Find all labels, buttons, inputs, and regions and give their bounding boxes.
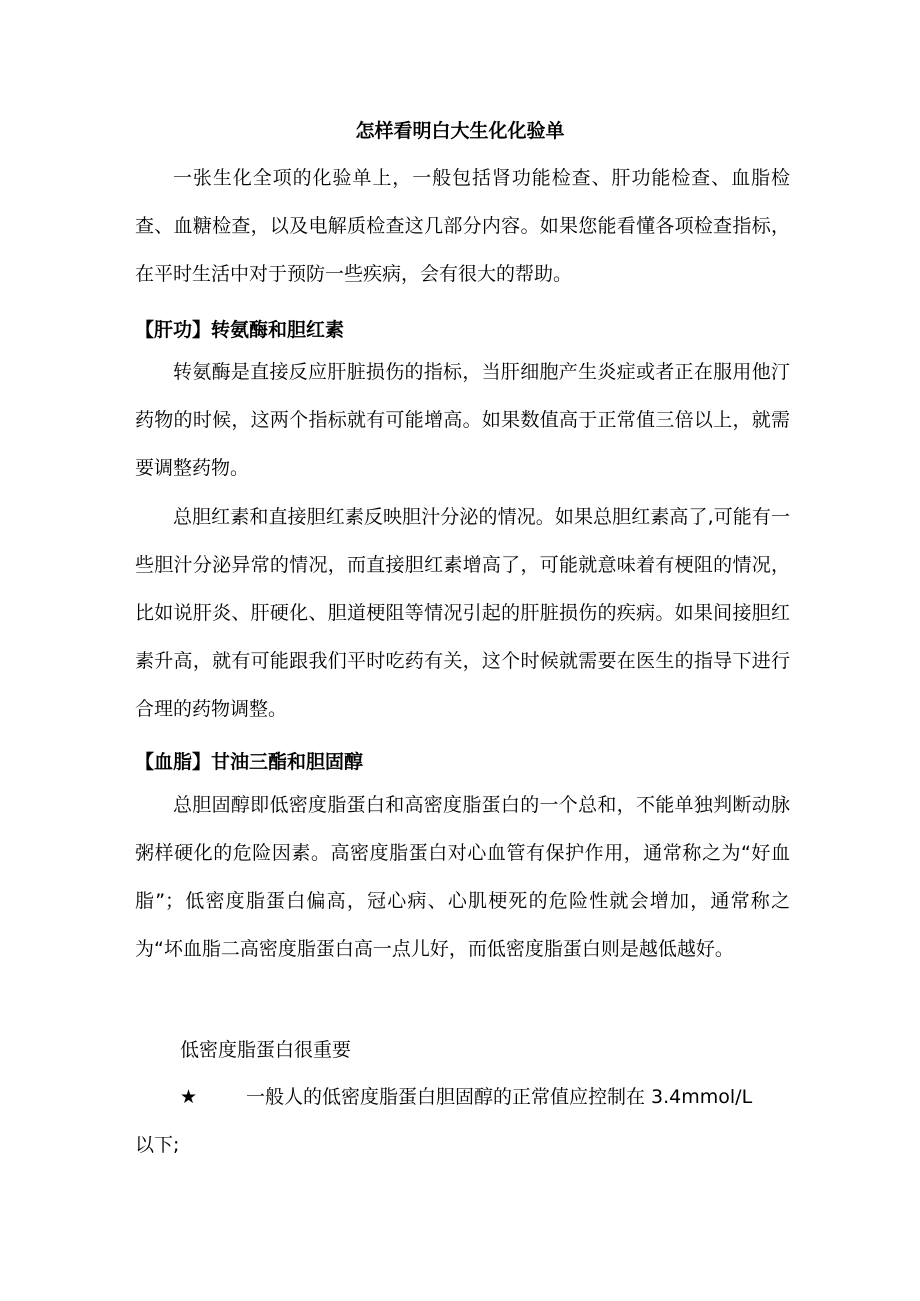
ldl-subheading: 低密度脂蛋白很重要 — [180, 1039, 352, 1061]
document-title: 怎样看明白大生化化验单 — [355, 120, 565, 142]
liver-section-heading: 【肝功】转氨酶和胆红素 — [135, 319, 345, 341]
star-icon: ★ — [180, 1086, 198, 1108]
lipid-section-heading: 【血脂】甘油三酯和胆固醇 — [135, 751, 364, 773]
ldl-bullet-text: 一般人的低密度脂蛋白胆固醇的正常值应控制在 3.4mmol/L — [246, 1086, 753, 1108]
liver-paragraph-transaminase: 转氨酶是直接反应肝脏损伤的指标，当肝细胞产生炎症或者正在服用他汀药物的时候，这两个指标就有可能增高。如果数值高于正常值三倍以上，就需要调整药物。 — [135, 361, 790, 479]
liver-paragraph-bilirubin: 总胆红素和直接胆红素反映胆汁分泌的情况。如果总胆红素高了,可能有一些胆汁分泌异常的情况，而直接胆红素增高了，可能就意味着有梗阻的情况，比如说肝炎、肝硬化、胆道梗阻等情况引起的肝脏损伤的疾病。如果间接胆红素升高，就有可能跟我们平时吃药有关，这个时候就需要在医生的指导下进行合理的药物调整。 — [135, 506, 790, 720]
ldl-bullet-continuation: 以下; — [135, 1134, 180, 1156]
lipid-paragraph-cholesterol: 总胆固醇即低密度脂蛋白和高密度脂蛋白的一个总和，不能单独判断动脉粥样硬化的危险因素。高密度脂蛋白对心血管有保护作用，通常称之为“好血脂”；低密度脂蛋白偏高，冠心病、心肌梗死的危险性就会增加，通常称之为“坏血脂二高密度脂蛋白高一点儿好，而低密度脂蛋白则是越低越好。 — [135, 794, 790, 960]
intro-paragraph: 一张生化全项的化验单上，一般包括肾功能检查、肝功能检查、血脂检查、血糖检查，以及电解质检查这几部分内容。如果您能看懂各项检查指标，在平时生活中对于预防一些疾病，会有很大的帮助。 — [135, 167, 790, 285]
ldl-bullet-line — [180, 1083, 790, 1111]
